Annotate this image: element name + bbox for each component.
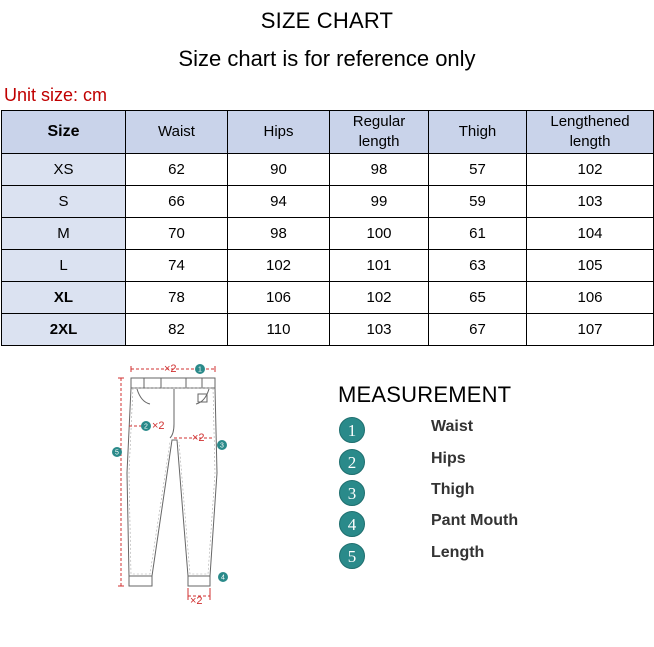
table-header-row — [2, 111, 654, 154]
value-cell: 61 — [429, 218, 527, 250]
value-cell: 105 — [527, 250, 654, 282]
thigh-multiplier: ×2 — [192, 432, 205, 444]
value-cell: 67 — [429, 314, 527, 346]
value-cell: 70 — [126, 218, 228, 250]
header-lengthened-length: Lengthened length — [527, 111, 654, 154]
svg-text:2: 2 — [347, 453, 357, 472]
value-cell: 106 — [527, 282, 654, 314]
value-cell: 103 — [527, 186, 654, 218]
hips-multiplier: ×2 — [152, 420, 165, 432]
number-3-icon — [338, 479, 366, 507]
left-cuff — [129, 576, 152, 586]
measurement-label: Thigh — [431, 481, 475, 498]
measurement-title: MEASUREMENT — [338, 382, 512, 407]
value-cell: 59 — [429, 186, 527, 218]
diagram-marker-1: 1 — [198, 366, 202, 374]
svg-text:5: 5 — [347, 547, 357, 566]
value-cell: 74 — [126, 250, 228, 282]
value-cell: 82 — [126, 314, 228, 346]
svg-text:3: 3 — [347, 484, 357, 503]
table-row — [2, 250, 654, 282]
value-cell: 65 — [429, 282, 527, 314]
table-row — [2, 218, 654, 250]
page-title: SIZE CHART — [260, 8, 394, 33]
number-2-icon — [338, 448, 366, 476]
size-table — [1, 110, 654, 346]
value-cell: 66 — [126, 186, 228, 218]
svg-text:1: 1 — [347, 421, 357, 440]
unit-label: Unit size: cm — [4, 85, 108, 105]
diagram-marker-3: 3 — [220, 442, 224, 450]
size-cell: XS — [2, 154, 126, 186]
svg-text:4: 4 — [347, 515, 357, 534]
value-cell: 102 — [330, 282, 429, 314]
number-4-icon — [338, 510, 366, 538]
value-cell: 103 — [330, 314, 429, 346]
value-cell: 98 — [330, 154, 429, 186]
diagram-marker-2: 2 — [144, 423, 148, 431]
value-cell: 57 — [429, 154, 527, 186]
size-cell: M — [2, 218, 126, 250]
right-cuff — [188, 576, 210, 586]
header-waist: Waist — [126, 111, 228, 154]
number-1-icon — [338, 416, 366, 444]
waist-multiplier: ×2 — [164, 363, 177, 375]
value-cell: 63 — [429, 250, 527, 282]
pants-outline — [127, 388, 217, 576]
page-subtitle: Size chart is for reference only — [178, 46, 476, 71]
pants-diagram — [104, 358, 244, 608]
value-cell: 107 — [527, 314, 654, 346]
value-cell: 78 — [126, 282, 228, 314]
value-cell: 110 — [228, 314, 330, 346]
size-cell: L — [2, 250, 126, 282]
header-size: Size — [2, 111, 126, 154]
measurement-label: Length — [431, 544, 485, 561]
size-cell: S — [2, 186, 126, 218]
number-5-icon — [338, 542, 366, 570]
measurement-label: Waist — [431, 418, 474, 435]
diagram-marker-4: 4 — [221, 574, 225, 582]
measurement-label: Hips — [431, 450, 466, 467]
table-row — [2, 314, 654, 346]
value-cell: 102 — [527, 154, 654, 186]
diagram-marker-5: 5 — [115, 449, 119, 457]
value-cell: 62 — [126, 154, 228, 186]
table-row — [2, 282, 654, 314]
value-cell: 100 — [330, 218, 429, 250]
table-row — [2, 154, 654, 186]
value-cell: 98 — [228, 218, 330, 250]
measurement-label: Pant Mouth — [431, 512, 519, 529]
size-cell: XL — [2, 282, 126, 314]
header-hips: Hips — [228, 111, 330, 154]
header-thigh: Thigh — [429, 111, 527, 154]
value-cell: 99 — [330, 186, 429, 218]
value-cell: 104 — [527, 218, 654, 250]
size-cell: 2XL — [2, 314, 126, 346]
value-cell: 102 — [228, 250, 330, 282]
value-cell: 101 — [330, 250, 429, 282]
value-cell: 90 — [228, 154, 330, 186]
table-row — [2, 186, 654, 218]
value-cell: 106 — [228, 282, 330, 314]
header-regular-length: Regular length — [330, 111, 429, 154]
value-cell: 94 — [228, 186, 330, 218]
pant-mouth-multiplier: ×2 — [190, 595, 203, 607]
